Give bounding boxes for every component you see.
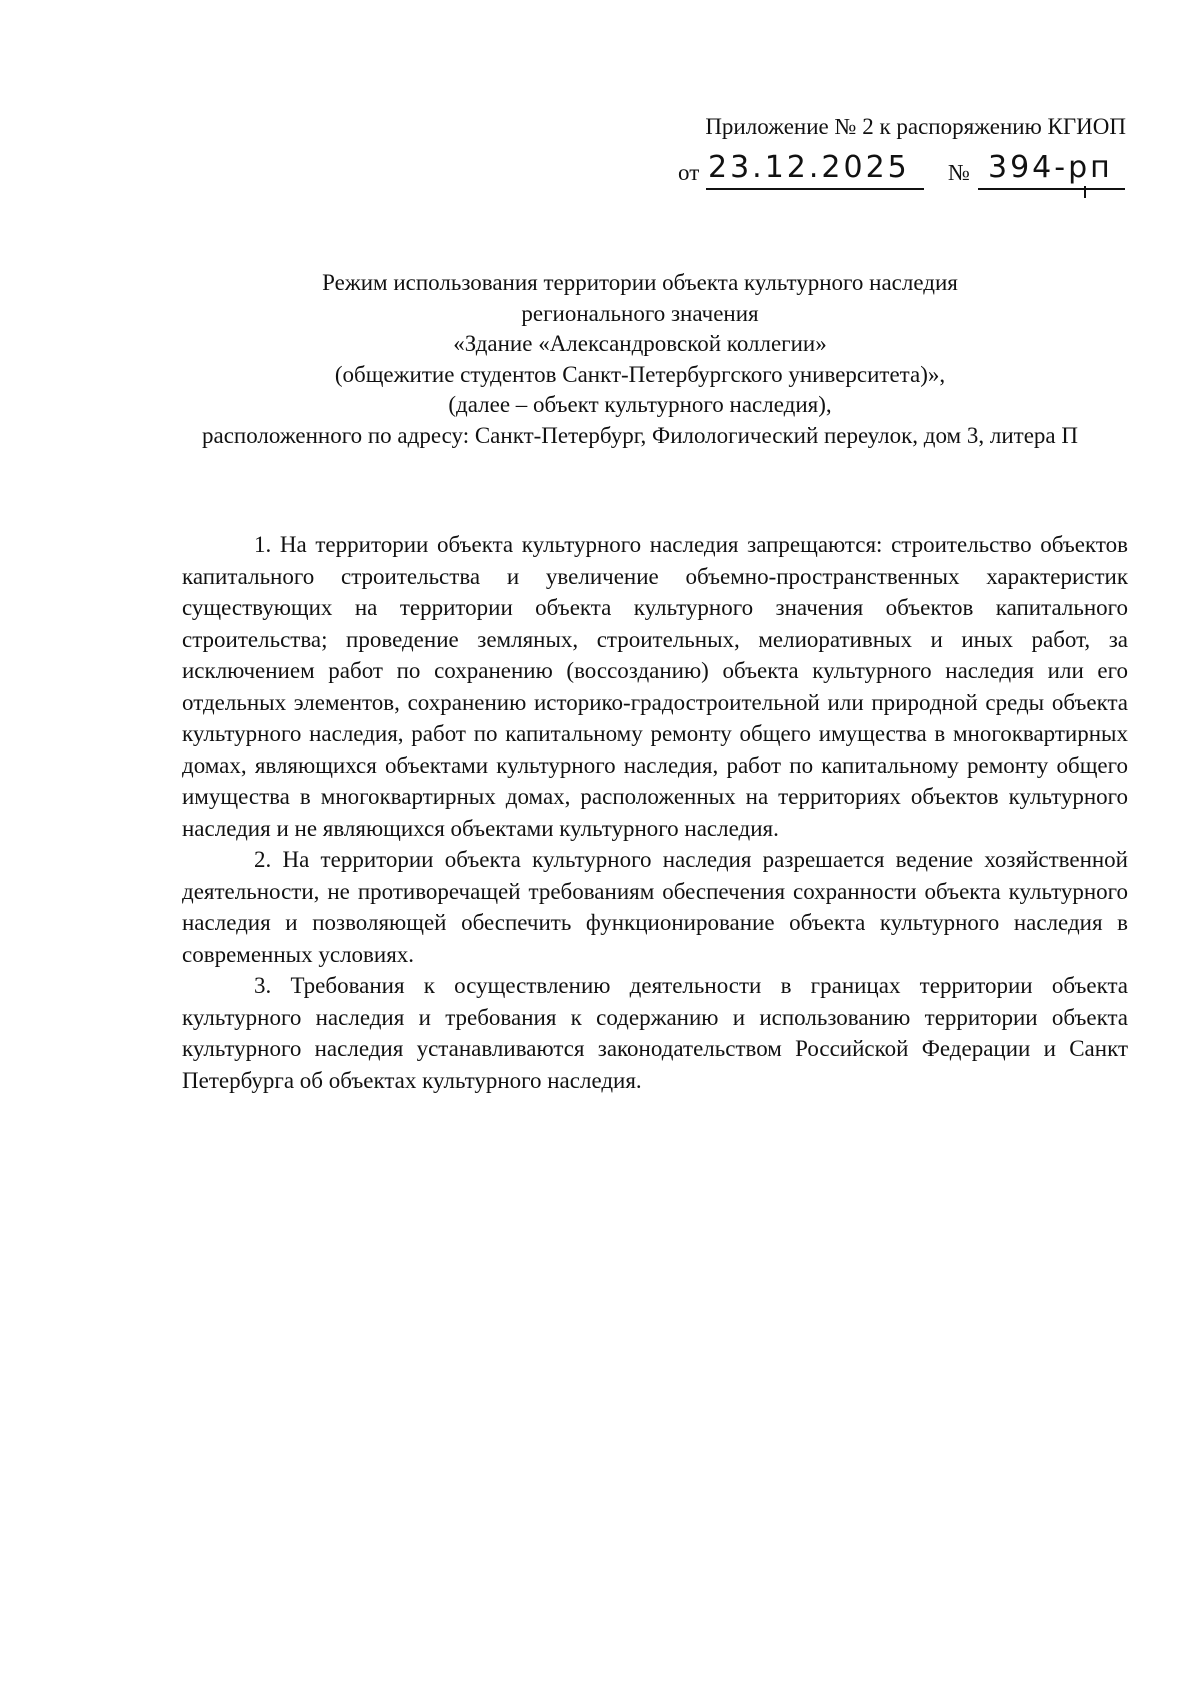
number-label: № xyxy=(948,160,970,185)
title-line: расположенного по адресу: Санкт-Петербург, Филологический переулок, дом 3, литера П xyxy=(202,422,1078,448)
number-underline xyxy=(978,188,1125,190)
document-title xyxy=(160,268,1120,451)
paragraph-1: 1. На территории объекта культурного наследия запрещаются: строительство объектов капитального строительства и увеличение объемно-пространственных характеристик существующих на территории объекта культурного значения объектов капитального строительства; проведение земляных, строительных, мелиоративных и иных работ, за исключением работ по сохранению (воссозданию) объекта культурного наследия или его отдельных элементов, сохранению историко-градостроительной или природной среды объекта культурного наследия, работ по капитальному ремонту общего имущества в многоквартирных домах, являющихся объектами культурного наследия, работ по капитальному ремонту общего имущества в многоквартирных домах, расположенных на территориях объектов культурного наследия и не являющихся объектами культурного наследия. xyxy=(182,532,1128,841)
paragraph-2: 2. На территории объекта культурного наследия разрешается ведение хозяйственной деятельности, не противоречащей требованиям обеспечения сохранности объекта культурного наследия и позволяющей обеспечить функционирование объекта культурного наследия в современных условиях. xyxy=(182,847,1128,967)
title-line: регионального значения xyxy=(521,300,759,326)
handwriting-tail xyxy=(1084,186,1086,198)
handwritten-date: 23.12.2025 xyxy=(708,150,910,185)
appendix-reference: Приложение № 2 к распоряжению КГИОП xyxy=(705,114,1126,139)
title-line: «Здание «Александровской коллегии» xyxy=(453,331,827,356)
appendix-header xyxy=(676,112,1126,142)
date-underline xyxy=(706,188,924,190)
handwritten-number: 394-рп xyxy=(988,150,1113,185)
date-label: от xyxy=(678,160,700,185)
order-date-number-line xyxy=(678,150,1128,194)
paragraph-3: 3. Требования к осуществлению деятельности в границах территории объекта культурного наследия и требования к содержанию и использованию территории объекта культурного наследия устанавливаются законодательством Российской Федерации и Санкт Петербурга об объектах культурного наследия. xyxy=(182,973,1128,1093)
title-line: (далее – объект культурного наследия), xyxy=(448,392,832,417)
document-body xyxy=(182,529,1128,1096)
title-line: (общежитие студентов Санкт-Петербургского университета)», xyxy=(334,361,946,387)
title-line: Режим использования территории объекта культурного наследия xyxy=(322,270,958,295)
